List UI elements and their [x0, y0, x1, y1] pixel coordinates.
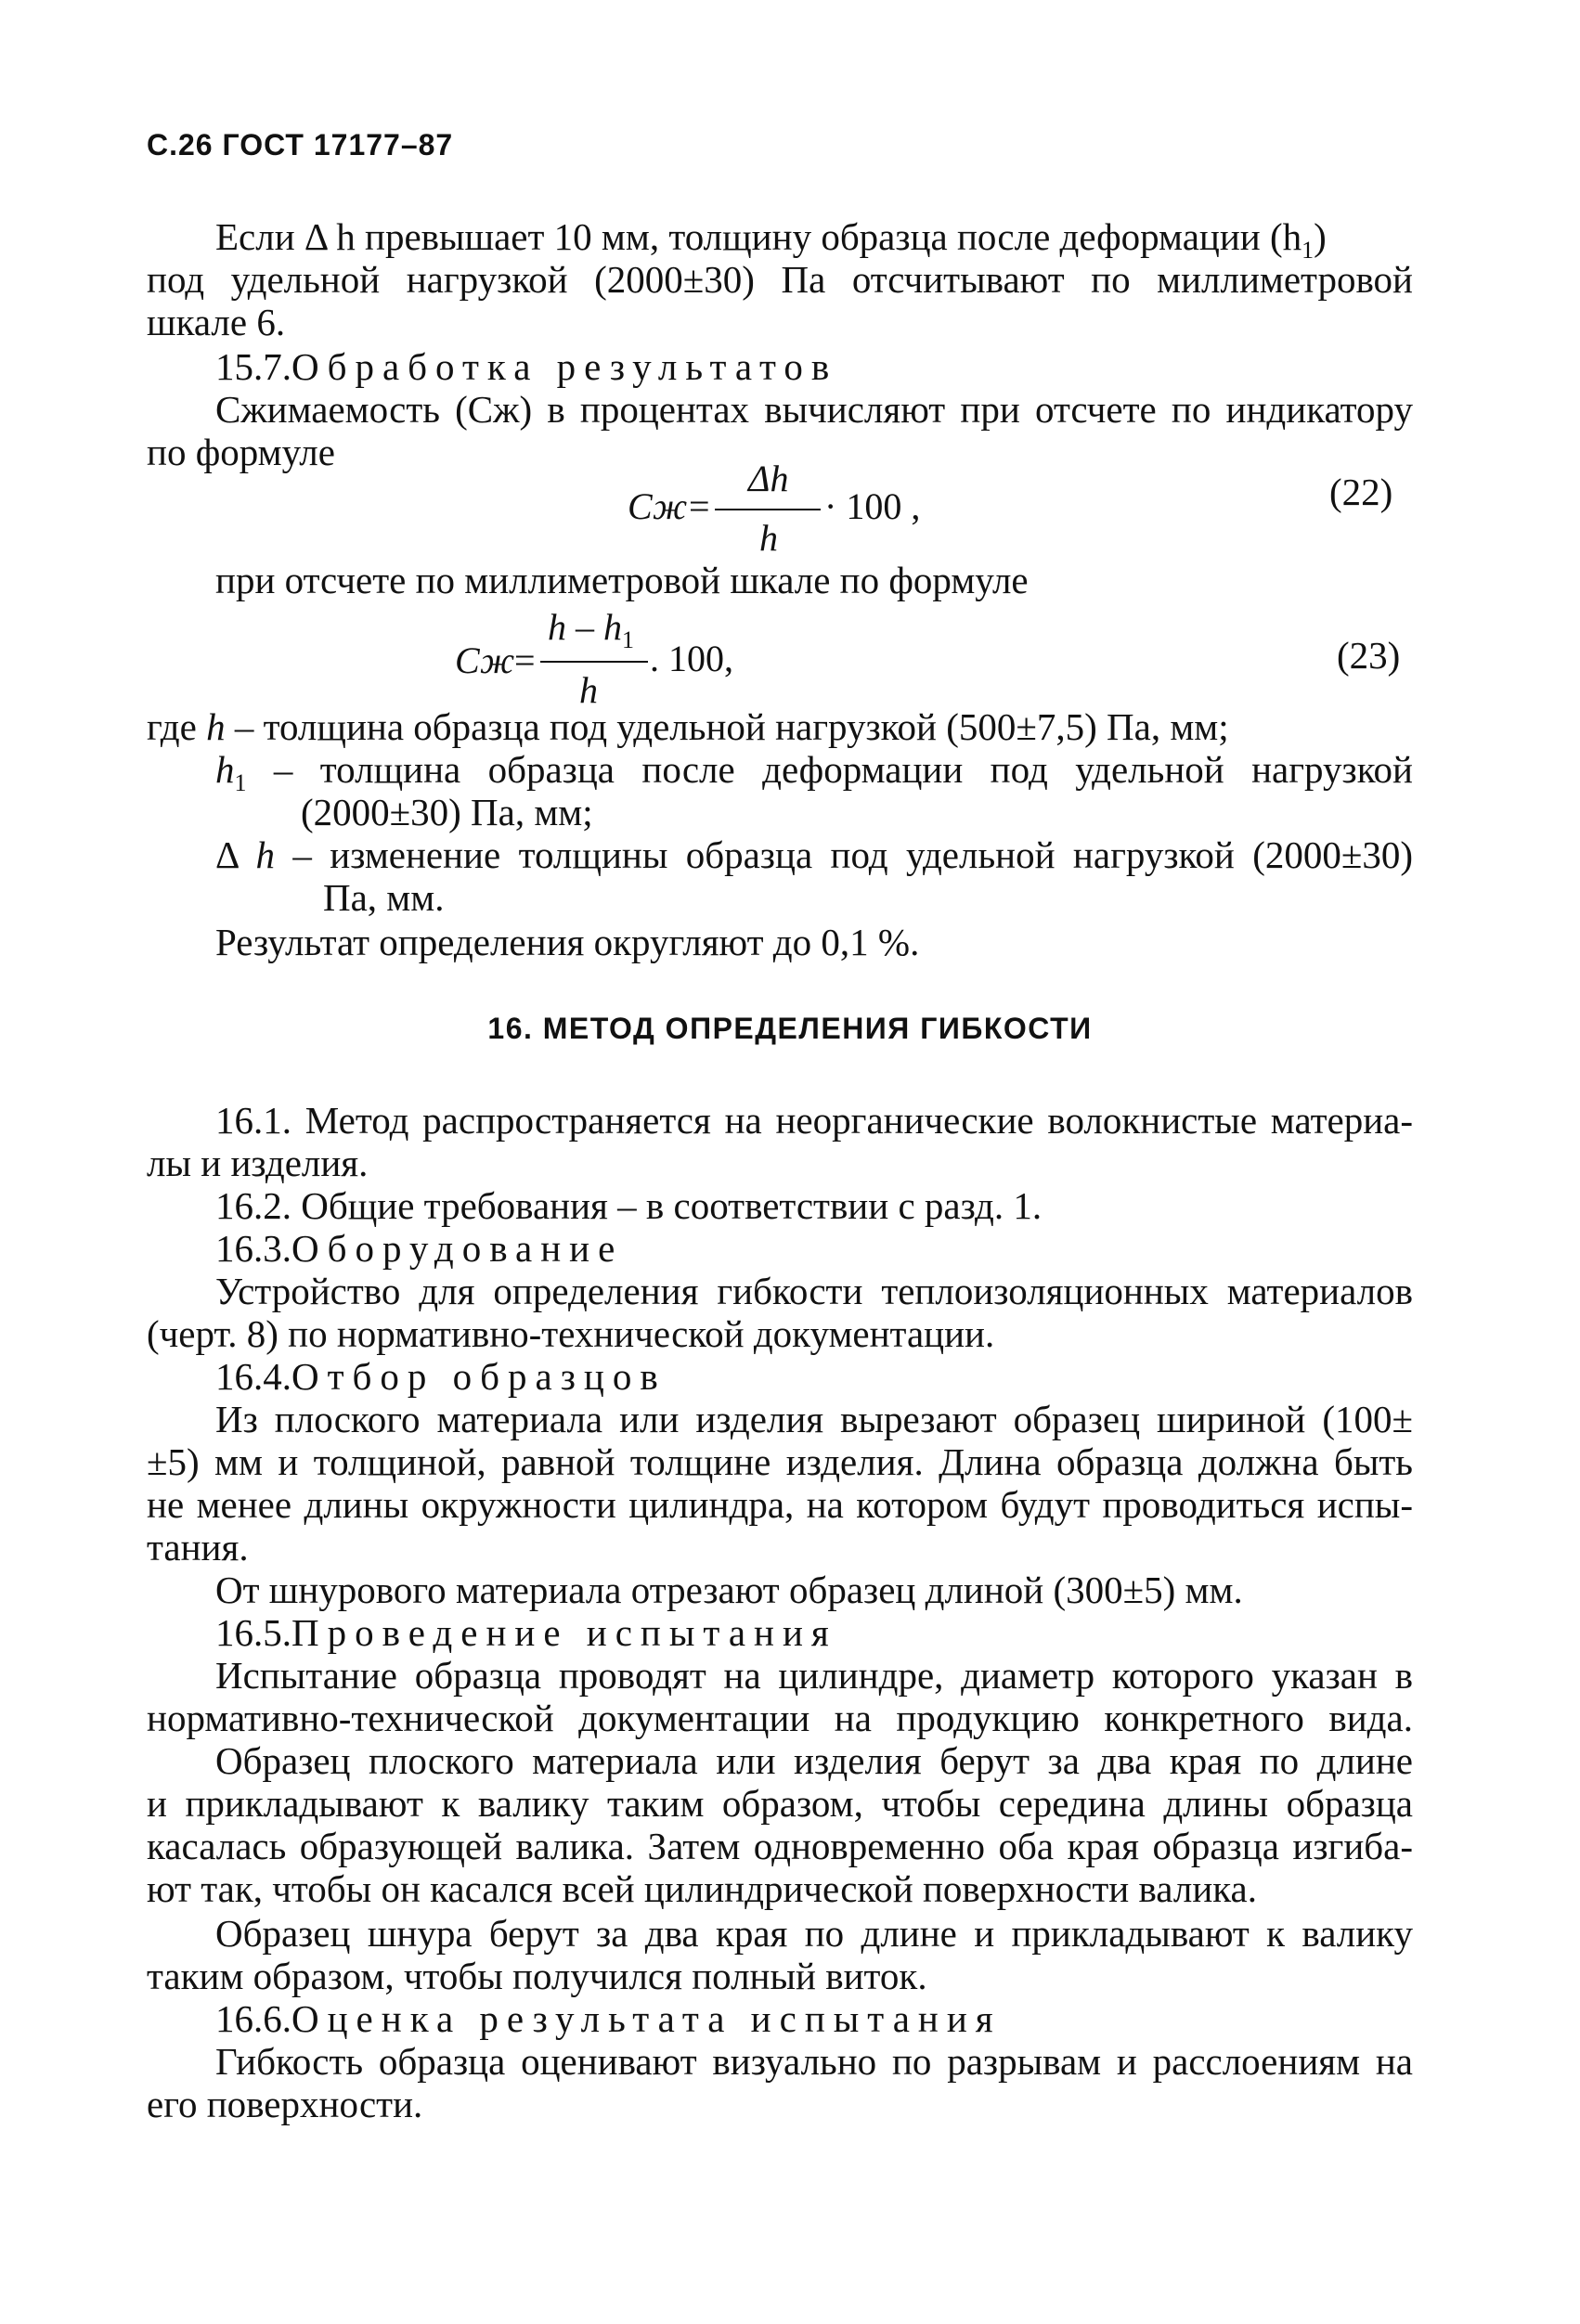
p165-line1: Испытание образца проводят на цилиндре, диаметр которого указан в	[215, 1654, 1413, 1697]
p166-title: Оценка результата испытания	[291, 1997, 1002, 2040]
formula-23-numerator: h – h	[548, 606, 622, 648]
section-15-7-line1: Сжимаемость (Сж) в процентах вычисляют при отсчете по индикатору	[215, 388, 1413, 431]
para1-line1-text: Если Δ h превышает 10 мм, толщину образца после деформации (h	[215, 215, 1302, 258]
para1-close: )	[1314, 215, 1327, 258]
legend-h	[147, 705, 1229, 748]
formula-22-number: (22)	[1329, 471, 1393, 513]
p165-line2: нормативно-технической документации на продукцию конкретного вида.	[147, 1697, 1413, 1739]
legend-where: где	[147, 705, 197, 748]
p163-line1: Устройство для определения гибкости теплоизоляционных материалов	[215, 1270, 1413, 1312]
p164-line4: тания.	[147, 1526, 249, 1569]
p166-line1: Гибкость образца оценивают визуально по разрывам и расслоениям на	[215, 2040, 1413, 2083]
page-header: С.26 ГОСТ 17177–87	[147, 128, 454, 161]
formula-22-lhs: Сж	[628, 485, 688, 527]
legend-dh-text: – изменение толщины образца под удельной нагрузкой (2000±30)	[292, 833, 1414, 876]
legend-dh	[215, 833, 1413, 876]
formula-22-numerator: Δh	[748, 458, 789, 499]
p163-line2: (черт. 8) по нормативно-технической документации.	[147, 1312, 995, 1355]
para1-sub: 1	[1302, 237, 1315, 265]
formula-23-numerator-sub: 1	[622, 626, 634, 653]
p163-number: 16.3.	[215, 1227, 291, 1270]
legend-h1-symbol: h	[215, 748, 235, 791]
p163-heading	[215, 1227, 623, 1270]
section-15-7-heading	[215, 345, 837, 388]
p164-line3: не менее длины окружности цилиндра, на котором будут проводиться испы-	[147, 1483, 1413, 1526]
p166-line2: его поверхности.	[147, 2083, 423, 2125]
legend-h-symbol: h	[206, 705, 226, 748]
p165-number: 16.5.	[215, 1611, 291, 1654]
formula-23-fraction-bar	[540, 661, 648, 663]
formula-23-number: (23)	[1337, 634, 1401, 677]
formula-23-rest: . 100,	[650, 638, 733, 679]
p164-number: 16.4.	[215, 1355, 291, 1398]
p163-title: Оборудование	[291, 1227, 624, 1270]
legend-h1-text: – толщина образца после деформации под удельной нагрузкой	[273, 748, 1413, 791]
formula-22-denominator: h	[759, 517, 778, 559]
legend-delta: Δ	[215, 833, 239, 876]
section-15-7-title: Обработка результатов	[291, 345, 838, 388]
legend-h1-cont: (2000±30) Па, мм;	[301, 791, 593, 833]
p165-line6: ют так, чтобы он касался всей цилиндрической поверхности валика.	[147, 1867, 1258, 1910]
legend-dh-cont: Па, мм.	[323, 876, 445, 919]
formula-23-lhs: Сж	[455, 639, 515, 681]
p164-line1: Из плоского материала или изделия вырезают образец шириной (100±	[215, 1398, 1413, 1440]
formula-23-equals: =	[514, 639, 536, 681]
para1-line3: шкале 6.	[147, 301, 286, 343]
p165-line8: таким образом, чтобы получился полный виток.	[147, 1955, 927, 1997]
p162-line: 16.2. Общие требования – в соответствии с разд. 1.	[215, 1184, 1043, 1227]
para1-line2: под удельной нагрузкой (2000±30) Па отсчитывают по миллиметровой	[147, 258, 1413, 301]
legend-h-text: – толщина образца под удельной нагрузкой (500±7,5) Па, мм;	[234, 705, 1229, 748]
section-15-7-number: 15.7.	[215, 345, 291, 388]
p165-line7: Образец шнура берут за два края по длине и прикладывают к валику	[215, 1912, 1413, 1955]
p164-line2: ±5) мм и толщиной, равной толщине изделия. Длина образца должна быть	[147, 1440, 1413, 1483]
formula-22-equals: =	[689, 485, 710, 527]
legend-dh-symbol: h	[255, 833, 275, 876]
legend-h1-sub: 1	[234, 769, 247, 797]
p164-line5: От шнурового материала отрезают образец длиной (300±5) мм.	[215, 1569, 1243, 1611]
mid-text: при отсчете по миллиметровой шкале по формуле	[215, 559, 1029, 601]
p165-heading	[215, 1611, 837, 1654]
p165-line3: Образец плоского материала или изделия берут за два края по длине	[215, 1739, 1413, 1782]
section-15-7-line2: по формуле	[147, 431, 335, 473]
p164-heading	[215, 1355, 667, 1398]
p161-line2: лы и изделия.	[147, 1142, 369, 1184]
p165-line4: и прикладывают к валику таким образом, чтобы середина длины образца	[147, 1782, 1413, 1825]
p165-title: Проведение испытания	[291, 1611, 837, 1654]
p166-number: 16.6.	[215, 1997, 291, 2040]
p166-heading	[215, 1997, 1002, 2040]
section-16-heading: 16. МЕТОД ОПРЕДЕЛЕНИЯ ГИБКОСТИ	[487, 1012, 1093, 1045]
p164-title: Отбор образцов	[291, 1355, 667, 1398]
p165-line5: касалась образующей валика. Затем одновременно оба края образца изгиба-	[147, 1825, 1413, 1867]
formula-22-fraction-bar	[715, 509, 821, 510]
result-text: Результат определения округляют до 0,1 %.	[215, 921, 920, 963]
formula-22-rest: · 100 ,	[824, 485, 921, 527]
formula-23-denominator: h	[579, 669, 598, 711]
p161-line1: 16.1. Метод распространяется на неорганические волокнистые материа-	[215, 1099, 1413, 1142]
